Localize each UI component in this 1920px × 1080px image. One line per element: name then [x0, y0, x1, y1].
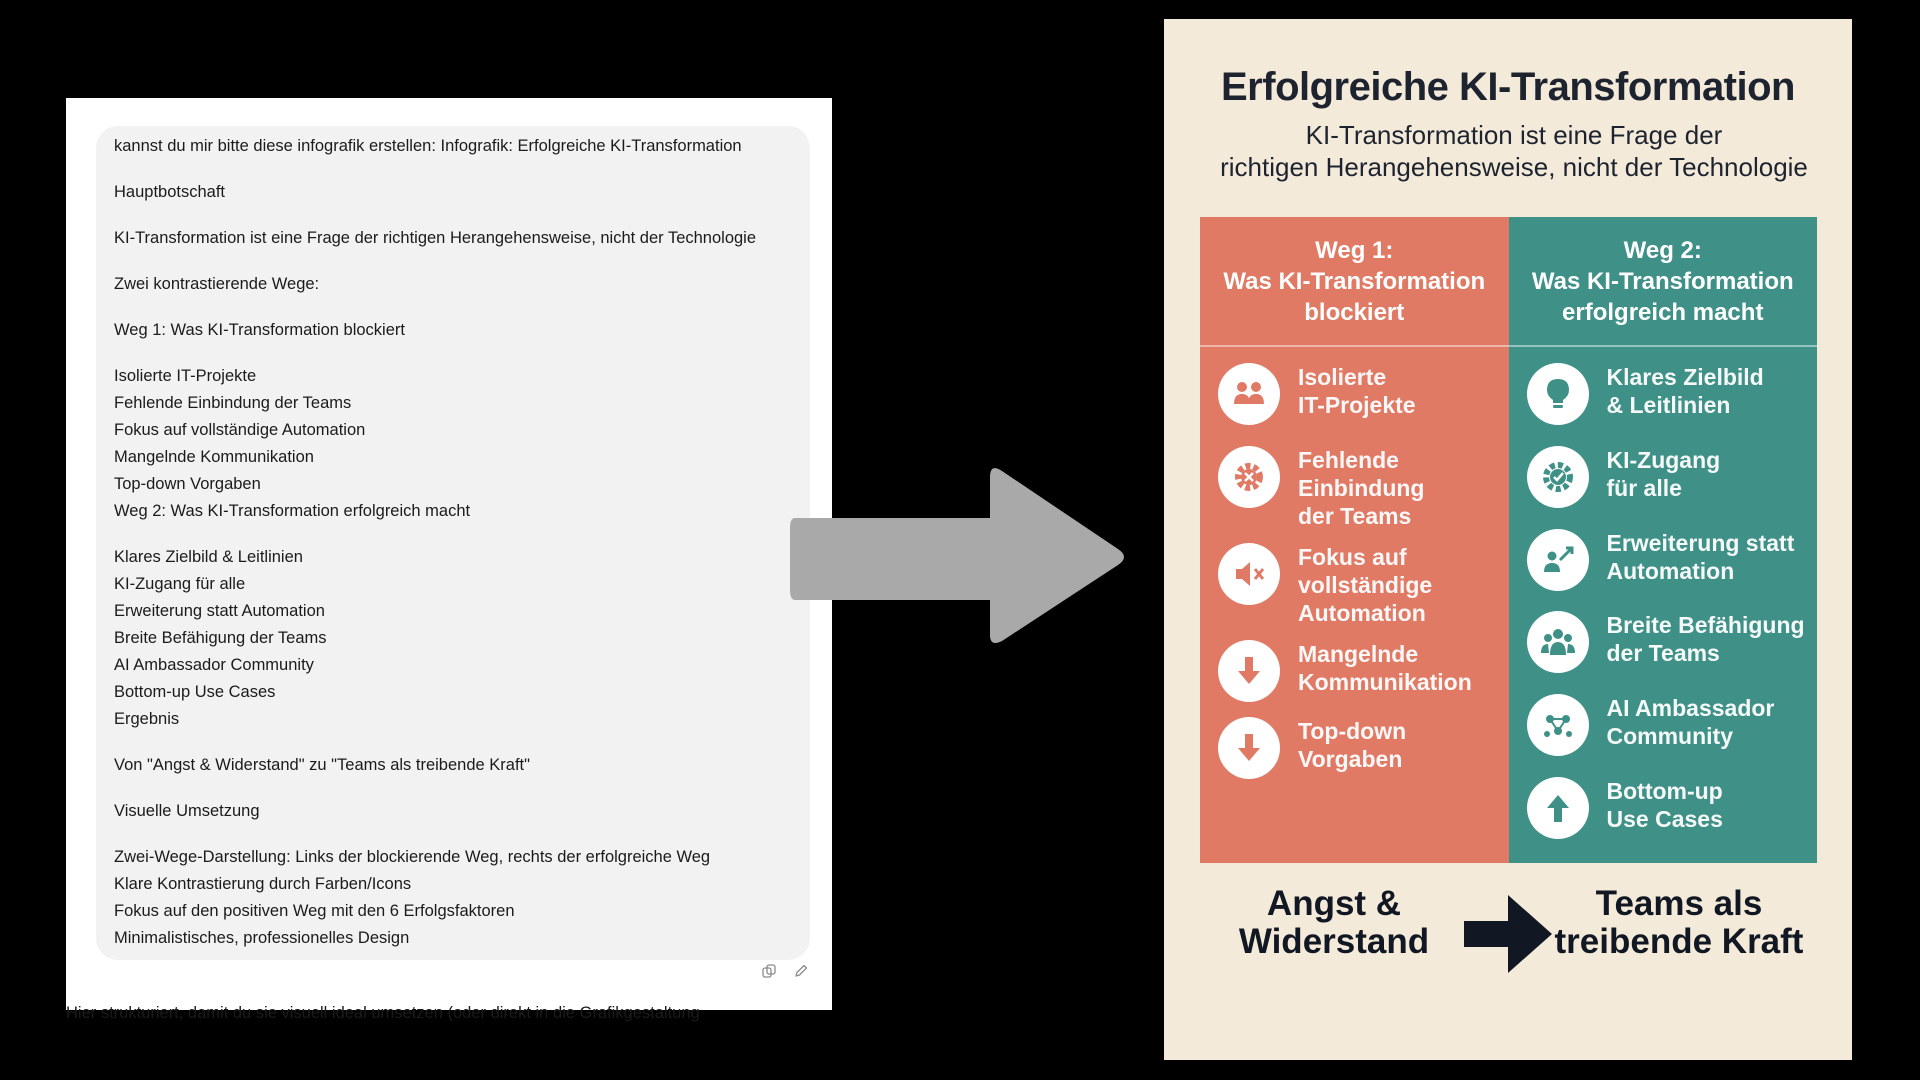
lightbulb-icon [1527, 363, 1589, 425]
result-row [1164, 885, 1852, 975]
message-line: Breite Befähigung der Teams [114, 629, 327, 647]
message-line: Minimalistisches, professionelles Design [114, 929, 410, 947]
infographic-subtitle [1184, 119, 1844, 183]
message-line: Bottom-up Use Cases [114, 683, 276, 701]
message-line: Erweiterung statt Automation [114, 602, 325, 620]
people-icon [1218, 363, 1280, 425]
infographic-title: Erfolgreiche KI-Transformation [1221, 65, 1795, 109]
assistant-reply-partial: Hier strukturiert, damit du sie visuell ideal umsetzen (oder direkt in die Grafikgestaltung [66, 1004, 700, 1022]
community-icon [1527, 694, 1589, 756]
transition-arrow-icon [790, 465, 1130, 645]
message-text [114, 133, 800, 952]
success-item [1509, 777, 1818, 839]
path-blocking [1200, 217, 1509, 863]
message-line: Ergebnis [114, 710, 180, 728]
success-item [1509, 694, 1818, 756]
message-line: Von "Angst & Widerstand" zu "Teams als treibende Kraft" [114, 756, 530, 774]
result-from: Angst & Widerstand [1238, 884, 1430, 961]
blocker-label: Mangelnde Kommunikation [1298, 641, 1472, 695]
message-actions [760, 962, 810, 980]
two-paths [1200, 217, 1817, 863]
message-line: Fokus auf den positiven Weg mit den 6 Erfolgsfaktoren [114, 902, 515, 920]
speaker-mute-icon [1218, 543, 1280, 605]
success-label: Breite Befähigung der Teams [1606, 612, 1805, 666]
message-line: Klares Zielbild & Leitlinien [114, 548, 303, 566]
success-label: AI Ambassador Community [1606, 695, 1775, 749]
edit-icon[interactable] [792, 962, 810, 980]
message-line: KI-Zugang für alle [114, 575, 246, 593]
message-line: Klare Kontrastierung durch Farben/Icons [114, 875, 412, 893]
arrow-down-icon [1218, 640, 1280, 702]
blocker-label: Isolierte IT-Projekte [1298, 364, 1416, 418]
blocker-item [1200, 363, 1509, 425]
message-line: Zwei-Wege-Darstellung: Links der blockierende Weg, rechts der erfolgreiche Weg [114, 848, 711, 866]
success-item [1509, 611, 1818, 673]
message-line: AI Ambassador Community [114, 656, 314, 674]
success-label: Bottom-up Use Cases [1606, 778, 1723, 832]
path-blocking-heading [1200, 217, 1509, 347]
blocker-item [1200, 717, 1509, 779]
blocker-item [1200, 446, 1509, 530]
chat-panel [66, 98, 832, 1022]
success-label: KI-Zugang für alle [1606, 447, 1721, 501]
message-line: Isolierte IT-Projekte [114, 367, 257, 385]
result-arrow-icon [1464, 893, 1554, 975]
success-label: Erweiterung statt Automation [1606, 530, 1795, 584]
team-icon [1527, 611, 1589, 673]
success-item [1509, 529, 1818, 591]
path-success [1509, 217, 1818, 863]
path-success-heading [1509, 217, 1818, 347]
gear-x-icon [1218, 446, 1280, 508]
message-line: Mangelnde Kommunikation [114, 448, 314, 466]
path-blocking-heading-text: Weg 1: Was KI-Transformation blockiert [1223, 236, 1486, 326]
message-line: KI-Transformation ist eine Frage der richtigen Herangehensweise, nicht der Technologie [114, 229, 757, 247]
blocker-label: Fehlende Einbindung der Teams [1298, 447, 1425, 529]
arrow-up-icon [1527, 777, 1589, 839]
message-line: Hauptbotschaft [114, 183, 225, 201]
message-line: Top-down Vorgaben [114, 475, 261, 493]
subtitle-text: KI-Transformation ist eine Frage der richtigen Herangehensweise, nicht der Technologie [1220, 120, 1808, 182]
message-line: Weg 2: Was KI-Transformation erfolgreich macht [114, 502, 471, 520]
success-item [1509, 363, 1818, 425]
blocker-item [1200, 543, 1509, 627]
message-line: Weg 1: Was KI-Transformation blockiert [114, 321, 405, 339]
blocker-label: Top-down Vorgaben [1298, 718, 1407, 772]
message-line: Visuelle Umsetzung [114, 802, 260, 820]
user-message-bubble [96, 126, 810, 960]
arrow-down-icon [1218, 717, 1280, 779]
blocker-label: Fokus auf vollständige Automation [1298, 544, 1433, 626]
blocker-item [1200, 640, 1509, 702]
result-to: Teams als treibende Kraft [1554, 884, 1804, 961]
message-line: Fehlende Einbindung der Teams [114, 394, 352, 412]
message-line: Zwei kontrastierende Wege: [114, 275, 320, 293]
success-item [1509, 446, 1818, 508]
gear-icon [1527, 446, 1589, 508]
success-label: Klares Zielbild & Leitlinien [1606, 364, 1764, 418]
message-line: kannst du mir bitte diese infografik erstellen: Infografik: Erfolgreiche KI-Transformation [114, 137, 742, 155]
message-line: Fokus auf vollständige Automation [114, 421, 366, 439]
path-success-heading-text: Weg 2: Was KI-Transformation erfolgreich macht [1531, 236, 1794, 326]
infographic [1164, 19, 1852, 1060]
copy-icon[interactable] [760, 962, 778, 980]
growth-people-icon [1527, 529, 1589, 591]
